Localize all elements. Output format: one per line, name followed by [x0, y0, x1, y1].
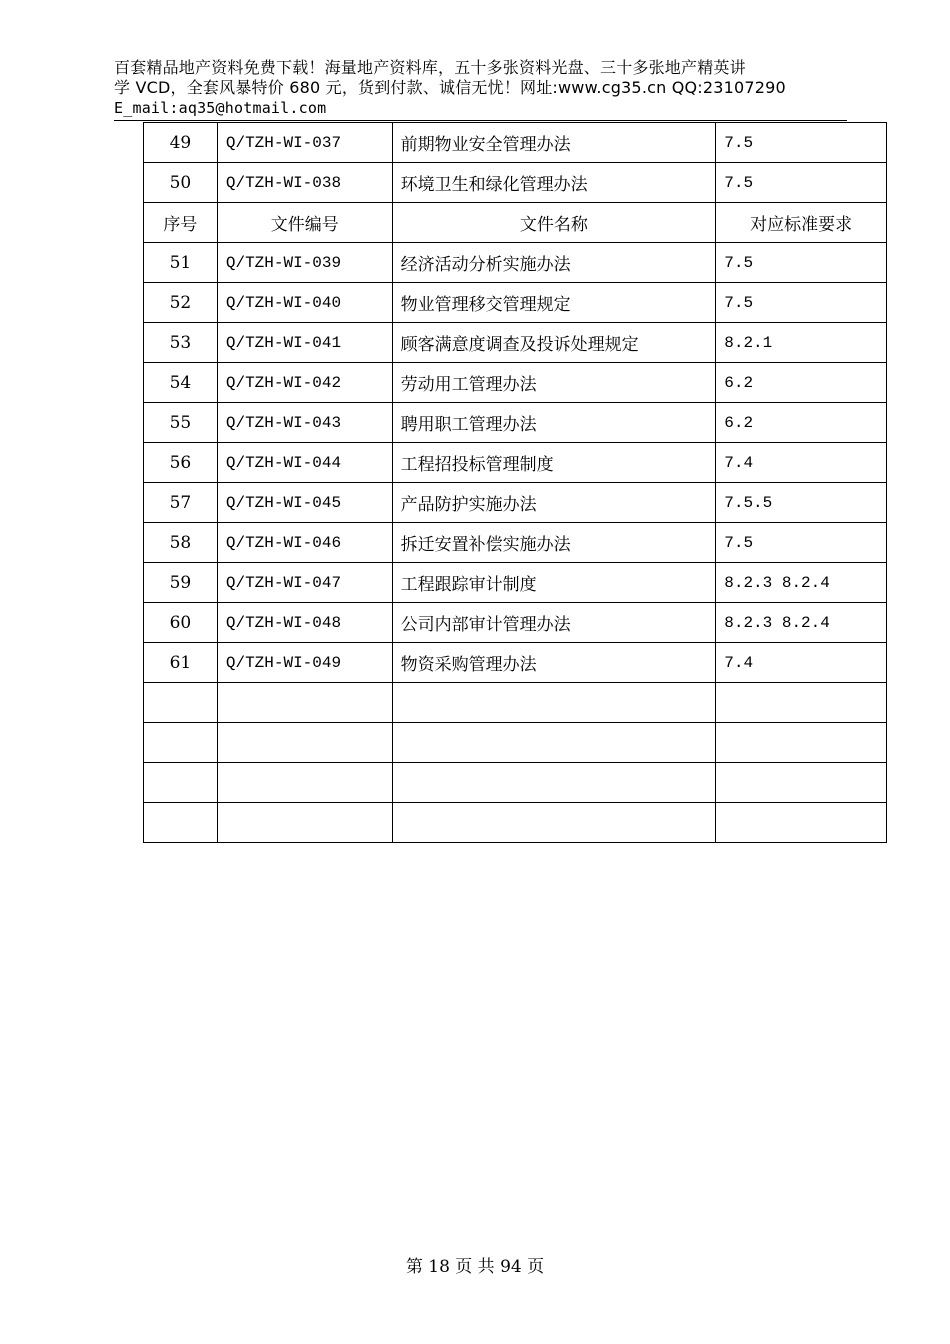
- cell-number: 51: [144, 243, 218, 283]
- header-line-1: 百套精品地产资料免费下载！海量地产资料库，五十多张资料光盘、三十多张地产精英讲: [114, 58, 746, 77]
- empty-table-row: [144, 683, 887, 723]
- cell-file-name: 环境卫生和绿化管理办法: [392, 163, 716, 203]
- cell-number: 57: [144, 483, 218, 523]
- cell-file-name: 拆迁安置补偿实施办法: [392, 523, 716, 563]
- empty-table-row: [144, 723, 887, 763]
- empty-table-row: [144, 803, 887, 843]
- cell-standard-req: 7.4: [716, 443, 887, 483]
- table-row: [144, 523, 887, 563]
- cell-standard-req: [716, 763, 887, 803]
- cell-file-code: Q/TZH-WI-046: [217, 523, 392, 563]
- cell-number: [144, 723, 218, 763]
- empty-table-row: [144, 763, 887, 803]
- document-table: [143, 122, 887, 843]
- cell-file-name: 聘用职工管理办法: [392, 403, 716, 443]
- table-row: [144, 363, 887, 403]
- cell-standard-req: [716, 683, 887, 723]
- cell-number: 58: [144, 523, 218, 563]
- cell-standard-req: [716, 803, 887, 843]
- cell-file-name: [392, 803, 716, 843]
- cell-file-code: Q/TZH-WI-041: [217, 323, 392, 363]
- header-email: E_mail:aq35@hotmail.com: [114, 99, 327, 117]
- cell-file-code: Q/TZH-WI-044: [217, 443, 392, 483]
- cell-file-code: Q/TZH-WI-042: [217, 363, 392, 403]
- column-header: 序号: [144, 203, 218, 243]
- cell-file-name: 公司内部审计管理办法: [392, 603, 716, 643]
- cell-file-code: Q/TZH-WI-043: [217, 403, 392, 443]
- cell-standard-req: 8.2.3 8.2.4: [716, 603, 887, 643]
- cell-number: 53: [144, 323, 218, 363]
- table-row: [144, 163, 887, 203]
- page-number: 第 18 页 共 94 页: [405, 1257, 545, 1277]
- cell-standard-req: 7.5.5: [716, 483, 887, 523]
- table-row: [144, 403, 887, 443]
- cell-number: 61: [144, 643, 218, 683]
- cell-file-name: 工程跟踪审计制度: [392, 563, 716, 603]
- table-header-row: [144, 203, 887, 243]
- cell-file-code: [217, 803, 392, 843]
- cell-standard-req: 7.5: [716, 523, 887, 563]
- cell-file-name: 劳动用工管理办法: [392, 363, 716, 403]
- column-header: 对应标准要求: [716, 203, 887, 243]
- cell-file-code: Q/TZH-WI-040: [217, 283, 392, 323]
- cell-number: [144, 763, 218, 803]
- table-row: [144, 643, 887, 683]
- cell-number: 59: [144, 563, 218, 603]
- cell-standard-req: 7.4: [716, 643, 887, 683]
- column-header: 文件名称: [392, 203, 716, 243]
- cell-standard-req: [716, 723, 887, 763]
- cell-standard-req: 8.2.3 8.2.4: [716, 563, 887, 603]
- cell-number: 49: [144, 123, 218, 163]
- cell-file-name: 经济活动分析实施办法: [392, 243, 716, 283]
- cell-file-code: Q/TZH-WI-039: [217, 243, 392, 283]
- table-row: [144, 483, 887, 523]
- cell-number: 55: [144, 403, 218, 443]
- cell-file-code: [217, 723, 392, 763]
- cell-file-name: 物业管理移交管理规定: [392, 283, 716, 323]
- table-row: [144, 243, 887, 283]
- cell-file-name: [392, 683, 716, 723]
- table-row: [144, 563, 887, 603]
- cell-file-name: [392, 723, 716, 763]
- cell-standard-req: 8.2.1: [716, 323, 887, 363]
- cell-standard-req: 7.5: [716, 123, 887, 163]
- cell-number: 52: [144, 283, 218, 323]
- table-row: [144, 323, 887, 363]
- cell-file-code: Q/TZH-WI-048: [217, 603, 392, 643]
- cell-file-code: [217, 683, 392, 723]
- table-row: [144, 123, 887, 163]
- cell-file-name: [392, 763, 716, 803]
- cell-file-code: Q/TZH-WI-049: [217, 643, 392, 683]
- cell-standard-req: 6.2: [716, 363, 887, 403]
- cell-file-name: 物资采购管理办法: [392, 643, 716, 683]
- header-line-2: 学 VCD，全套风暴特价 680 元，货到付款、诚信无忧！网址:www.cg35.cn QQ:23107290: [114, 78, 786, 97]
- table-row: [144, 283, 887, 323]
- column-header: 文件编号: [217, 203, 392, 243]
- cell-standard-req: 7.5: [716, 163, 887, 203]
- cell-file-code: Q/TZH-WI-038: [217, 163, 392, 203]
- cell-number: 50: [144, 163, 218, 203]
- cell-file-name: 工程招投标管理制度: [392, 443, 716, 483]
- table-row: [144, 443, 887, 483]
- cell-standard-req: 6.2: [716, 403, 887, 443]
- cell-file-name: 顾客满意度调查及投诉处理规定: [392, 323, 716, 363]
- cell-file-name: 产品防护实施办法: [392, 483, 716, 523]
- cell-file-code: [217, 763, 392, 803]
- cell-file-name: 前期物业安全管理办法: [392, 123, 716, 163]
- cell-number: [144, 803, 218, 843]
- cell-number: 60: [144, 603, 218, 643]
- cell-number: [144, 683, 218, 723]
- cell-number: 54: [144, 363, 218, 403]
- cell-number: 56: [144, 443, 218, 483]
- cell-file-code: Q/TZH-WI-045: [217, 483, 392, 523]
- cell-file-code: Q/TZH-WI-037: [217, 123, 392, 163]
- cell-file-code: Q/TZH-WI-047: [217, 563, 392, 603]
- table-row: [144, 603, 887, 643]
- cell-standard-req: 7.5: [716, 283, 887, 323]
- page-header: [114, 58, 847, 121]
- cell-standard-req: 7.5: [716, 243, 887, 283]
